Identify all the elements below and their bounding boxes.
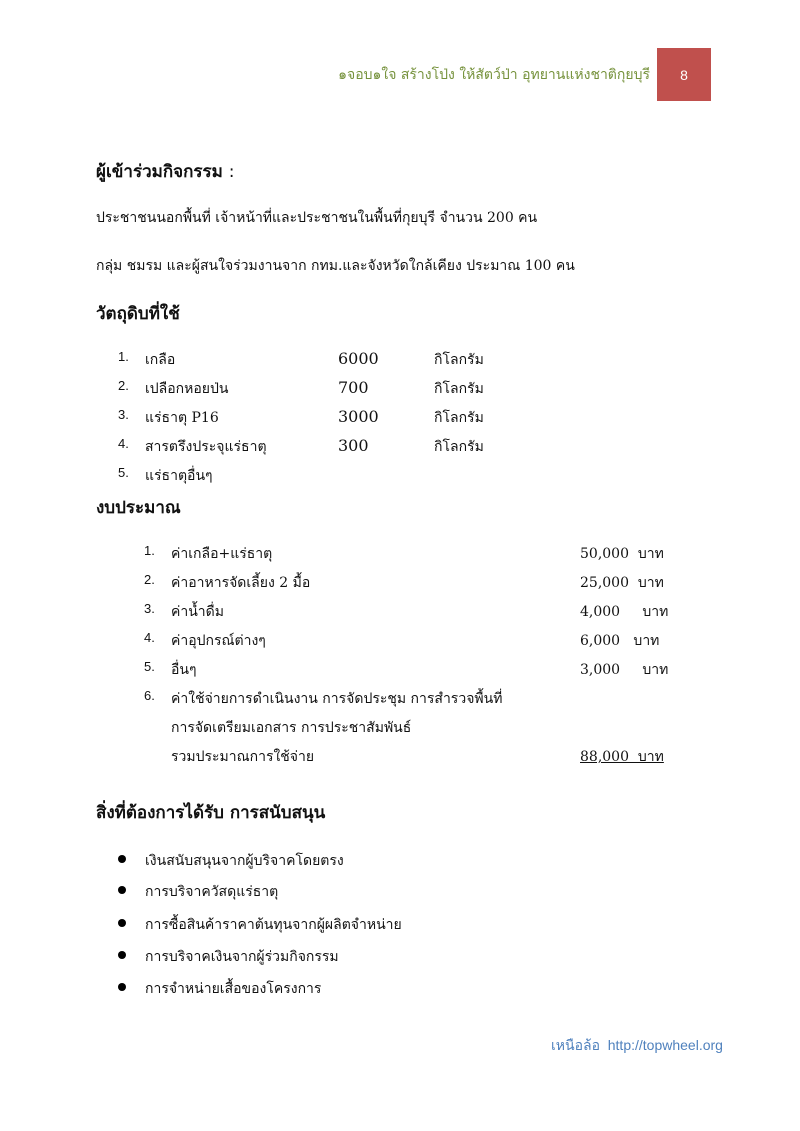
material-unit: กิโลกรัม xyxy=(434,381,484,397)
support-item-text: การบริจาควัสดุแร่ธาตุ xyxy=(145,884,279,900)
material-quantity: 700 xyxy=(338,378,369,397)
budget-name: ค่าอาหารจัดเลี้ยง 2 มื้อ xyxy=(171,575,311,591)
participants-line: กลุ่ม ชมรม และผู้สนใจร่วมงานจาก กทม.และจังหวัดใกล้เคียง ประมาณ 100 คน xyxy=(96,258,575,274)
support-item-text: เงินสนับสนุนจากผู้บริจาคโดยตรง xyxy=(145,853,344,869)
bullet-icon xyxy=(118,983,126,991)
budget-heading: งบประมาณ xyxy=(96,498,181,518)
material-unit: กิโลกรัม xyxy=(434,352,484,368)
budget-number: 3. xyxy=(144,601,155,616)
material-name: สารตรึงประจุแร่ธาตุ xyxy=(145,439,267,455)
bullet-icon xyxy=(118,886,126,894)
material-number: 1. xyxy=(118,349,129,364)
material-quantity: 3000 xyxy=(338,407,379,426)
material-name: เปลือกหอยป่น xyxy=(145,381,229,397)
budget-amount: 4,000 บาท xyxy=(580,604,669,620)
budget-number: 2. xyxy=(144,572,155,587)
header-title: ๑จอบ๑ใจ สร้างโป่ง ให้สัตว์ป่า อุทยานแห่งชาติกุยบุรี xyxy=(338,67,650,83)
support-heading: สิ่งที่ต้องการได้รับ การสนับสนุน xyxy=(96,803,326,823)
material-name: แร่ธาตุอื่นๆ xyxy=(145,468,213,484)
budget-amount: 50,000 บาท xyxy=(580,546,664,562)
budget-name: ค่าเกลือ+แร่ธาตุ xyxy=(171,546,273,562)
budget-number: 4. xyxy=(144,630,155,645)
page-number-box xyxy=(657,48,711,101)
material-unit: กิโลกรัม xyxy=(434,410,484,426)
budget-item xyxy=(144,688,664,710)
material-number: 5. xyxy=(118,465,129,480)
page-number: 8 xyxy=(680,66,688,83)
materials-heading: วัตถุดิบที่ใช้ xyxy=(96,304,180,324)
participants-line: ประชาชนนอกพื้นที่ เจ้าหน้าที่และประชาชนในพื้นที่กุยบุรี จำนวน 200 คน xyxy=(96,210,538,226)
material-name: เกลือ xyxy=(145,352,176,368)
budget-item xyxy=(144,601,669,623)
budget-name: ค่าใช้จ่ายการดำเนินงาน การจัดประชุม การสำรวจพื้นที่ xyxy=(171,691,503,707)
participants-heading-text: ผู้เข้าร่วมกิจกรรม xyxy=(96,162,223,182)
material-number: 3. xyxy=(118,407,129,422)
budget-name: อื่นๆ xyxy=(171,662,197,678)
material-number: 4. xyxy=(118,436,129,451)
budget-item xyxy=(144,543,664,565)
budget-item-continuation: การจัดเตรียมเอกสาร การประชาสัมพันธ์ xyxy=(171,720,412,736)
budget-item xyxy=(144,659,669,681)
participants-heading-colon: : xyxy=(228,162,235,182)
budget-name: ค่าน้ำดื่ม xyxy=(171,604,224,620)
bullet-icon xyxy=(118,855,126,863)
material-unit: กิโลกรัม xyxy=(434,439,484,455)
budget-total-amount: 88,000 บาท xyxy=(580,749,664,765)
material-number: 2. xyxy=(118,378,129,393)
budget-amount: 3,000 บาท xyxy=(580,662,669,678)
support-item-text: การบริจาคเงินจากผู้ร่วมกิจกรรม xyxy=(145,949,339,965)
footer-link[interactable]: เหนือล้อ http://topwheel.org xyxy=(551,1037,723,1053)
support-item-text: การซื้อสินค้าราคาต้นทุนจากผู้ผลิตจำหน่าย xyxy=(145,917,402,933)
material-quantity: 300 xyxy=(338,436,369,455)
bullet-icon xyxy=(118,951,126,959)
budget-amount: 6,000 บาท xyxy=(580,633,660,649)
budget-name: ค่าอุปกรณ์ต่างๆ xyxy=(171,633,266,649)
material-quantity: 6000 xyxy=(338,349,379,368)
support-item-text: การจำหน่ายเสื้อของโครงการ xyxy=(145,981,322,997)
bullet-icon xyxy=(118,919,126,927)
budget-total-label: รวมประมาณการใช้จ่าย xyxy=(171,749,315,765)
budget-number: 5. xyxy=(144,659,155,674)
participants-heading xyxy=(96,158,235,185)
budget-number: 1. xyxy=(144,543,155,558)
budget-item xyxy=(144,630,664,652)
budget-amount: 25,000 บาท xyxy=(580,575,664,591)
budget-number: 6. xyxy=(144,688,155,703)
material-name: แร่ธาตุ P16 xyxy=(145,410,219,426)
budget-item xyxy=(144,572,664,594)
